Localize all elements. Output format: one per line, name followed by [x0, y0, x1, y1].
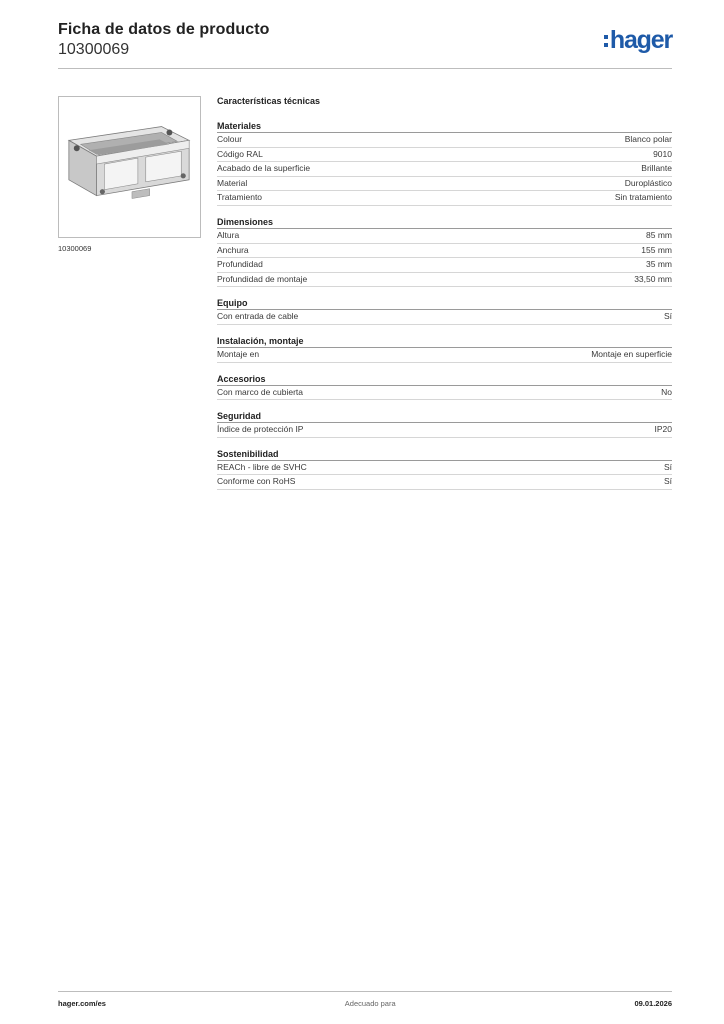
spec-section [217, 335, 672, 363]
technical-specs [217, 94, 672, 490]
spec-value: 33,50 mm [634, 273, 672, 284]
spec-label: Índice de protección IP [217, 424, 304, 435]
spec-label: Profundidad de montaje [217, 273, 308, 284]
hager-logo [604, 26, 672, 54]
section-title: Equipo [217, 297, 672, 310]
section-title: Materiales [217, 120, 672, 133]
spec-value: 35 mm [646, 259, 672, 270]
spec-row [217, 348, 672, 363]
spec-label: Con marco de cubierta [217, 386, 303, 397]
spec-value: IP20 [654, 424, 672, 435]
double-surface-mounting-box-icon [59, 97, 200, 237]
section-title: Seguridad [217, 410, 672, 423]
spec-value: Brillante [641, 163, 672, 174]
spec-sections [217, 120, 672, 490]
spec-value: Montaje en superficie [591, 348, 672, 359]
spec-section [217, 216, 672, 287]
section-title: Instalación, montaje [217, 335, 672, 348]
page-footer [58, 991, 672, 1008]
spec-value: No [661, 386, 672, 397]
spec-label: Acabado de la superficie [217, 163, 311, 174]
logo-text: hager [609, 26, 672, 54]
spec-row [217, 273, 672, 288]
spec-row [217, 133, 672, 148]
spec-value: Blanco polar [624, 134, 672, 144]
spec-row [217, 177, 672, 192]
logo-colon-icon [604, 35, 608, 47]
spec-value: Sí [663, 476, 672, 487]
section-title: Sostenibilidad [217, 448, 672, 461]
spec-section [217, 297, 672, 325]
spec-row [217, 386, 672, 401]
spec-value: Sin tratamiento [614, 192, 672, 203]
spec-label: Código RAL [217, 148, 263, 159]
spec-row [217, 191, 672, 206]
page-header [58, 20, 672, 69]
spec-row [217, 258, 672, 273]
footer-note: Adecuado para [344, 999, 396, 1008]
spec-label: Montaje en [217, 348, 260, 359]
image-caption: 10300069 [58, 244, 92, 253]
spec-row [217, 423, 672, 438]
spec-row [217, 229, 672, 244]
product-image [58, 96, 201, 238]
spec-value: 85 mm [646, 229, 672, 240]
specs-title: Características técnicas [217, 96, 321, 106]
spec-label: Anchura [217, 244, 249, 255]
spec-row [217, 310, 672, 325]
spec-row [217, 461, 672, 476]
spec-label: Profundidad [217, 259, 263, 270]
spec-section [217, 120, 672, 206]
section-title: Dimensiones [217, 216, 672, 229]
spec-value: Sí [663, 461, 672, 472]
spec-label: REACh - libre de SVHC [217, 461, 307, 472]
spec-row [217, 162, 672, 177]
section-title: Accesorios [217, 373, 672, 386]
spec-row [217, 244, 672, 259]
spec-label: Material [217, 177, 248, 188]
spec-label: Conforme con RoHS [217, 476, 296, 487]
document-title: Ficha de datos de producto [58, 21, 270, 38]
footer-website: hager.com/es [58, 999, 106, 1008]
product-code: 10300069 [58, 41, 130, 58]
spec-label: Altura [217, 229, 240, 240]
spec-label: Con entrada de cable [217, 311, 299, 322]
spec-label: Colour [217, 134, 243, 144]
spec-row [217, 148, 672, 163]
spec-section [217, 448, 672, 490]
spec-row [217, 475, 672, 490]
spec-section [217, 373, 672, 401]
spec-value: 9010 [653, 148, 672, 159]
spec-value: Sí [663, 311, 672, 322]
footer-date: 09.01.2026 [634, 999, 672, 1008]
spec-value: Duroplástico [624, 177, 672, 188]
spec-value: 155 mm [641, 244, 672, 255]
spec-section [217, 410, 672, 438]
spec-label: Tratamiento [217, 192, 263, 203]
